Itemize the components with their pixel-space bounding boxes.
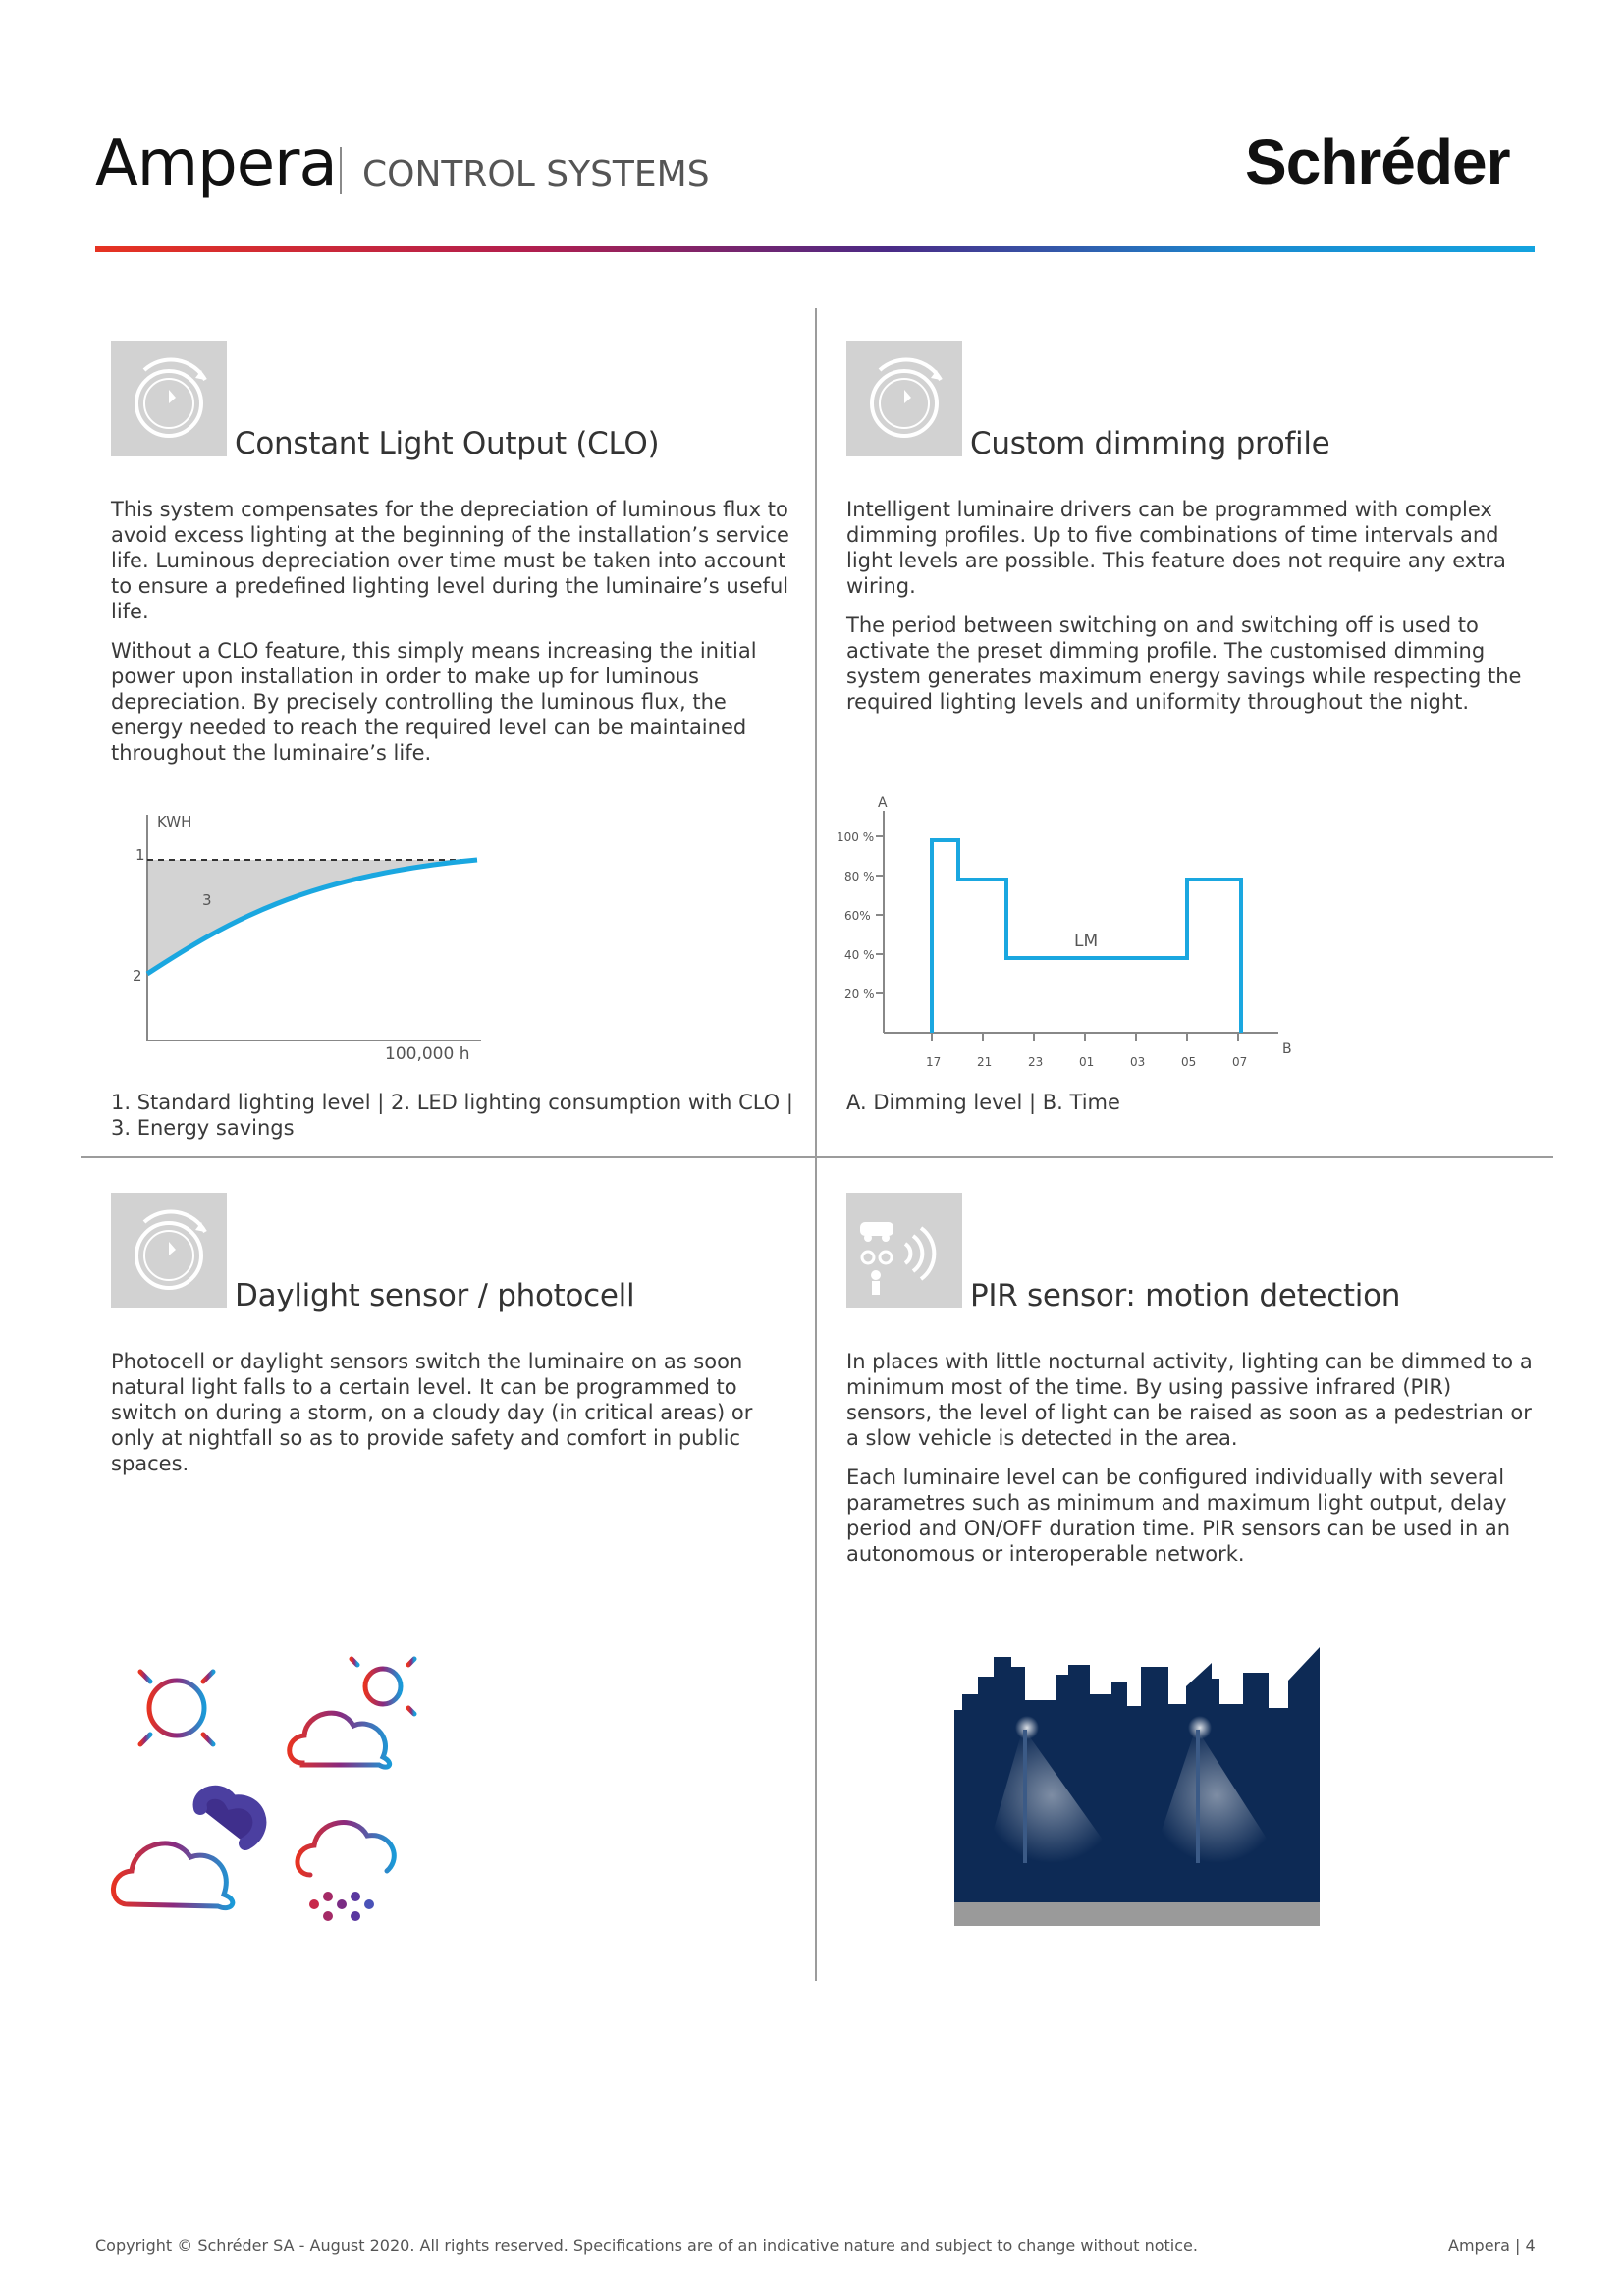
x-tick-label: 17 bbox=[926, 1055, 942, 1069]
motion-sensor-icon bbox=[846, 1193, 962, 1308]
x-tick-label: 21 bbox=[977, 1055, 993, 1069]
y-axis-label: KWH bbox=[157, 813, 192, 830]
y-ticks bbox=[876, 836, 884, 993]
y-tick-label: 1 bbox=[135, 846, 145, 864]
x-tick-label: 100,000 h bbox=[385, 1044, 470, 1064]
title-divider bbox=[340, 147, 342, 194]
panel-text-pir bbox=[846, 1349, 1534, 1580]
footer-copyright: Copyright © Schréder SA - August 2020. All rights reserved. Specifications are of an indicative nature and subject to change without notice. bbox=[95, 2236, 1198, 2255]
area-annotation: 3 bbox=[202, 891, 212, 909]
panel-title-daylight: Daylight sensor / photocell bbox=[235, 1278, 635, 1313]
panel-title-dimming: Custom dimming profile bbox=[970, 426, 1330, 461]
header-gradient-rule bbox=[95, 246, 1535, 252]
paragraph: In places with little nocturnal activity, lighting can be dimmed to a minimum most of the time. By using passive infrared (PIR) sensors, the level of light can be raised as soon as a pedestrian or a slow vehicle is detected in the area. bbox=[846, 1350, 1533, 1450]
night-street-illustration bbox=[954, 1647, 1320, 1926]
clo-chart bbox=[108, 805, 501, 1064]
column-divider-top bbox=[815, 308, 817, 1156]
x-tick-label: 05 bbox=[1181, 1055, 1197, 1069]
caption-dimming: A. Dimming level | B. Time bbox=[846, 1091, 1120, 1114]
paragraph: The period between switching on and switching off is used to activate the preset dimming profile. The customised dimming system generates maximum energy savings while respecting the required lighting levels and uniformity throughout the night. bbox=[846, 614, 1522, 714]
x-tick-label: 01 bbox=[1079, 1055, 1095, 1069]
dial-icon bbox=[846, 341, 962, 456]
panel-text-clo bbox=[111, 497, 798, 779]
x-ticks bbox=[932, 1033, 1238, 1041]
column-divider-bottom bbox=[815, 1158, 817, 1981]
section-title: CONTROL SYSTEMS bbox=[362, 154, 710, 194]
y-tick-label: 40 % bbox=[844, 948, 875, 962]
weather-icons bbox=[108, 1639, 452, 1934]
panel-title-clo: Constant Light Output (CLO) bbox=[235, 426, 660, 461]
panel-text-dimming bbox=[846, 497, 1534, 728]
x-tick-label: 03 bbox=[1130, 1055, 1146, 1069]
x-axis-label: B bbox=[1282, 1041, 1292, 1057]
partly-cloudy-icon bbox=[290, 1653, 424, 1767]
dial-icon bbox=[111, 341, 227, 456]
x-tick-label: 23 bbox=[1028, 1055, 1044, 1069]
paragraph: Photocell or daylight sensors switch the luminaire on as soon natural light falls to a certain level. It can be programmed to switch on during a storm, on a cloudy day (in critical areas) or only at nightfall so as to provide safety and comfort in public spaces. bbox=[111, 1350, 753, 1475]
lm-annotation: LM bbox=[1074, 932, 1099, 951]
row-divider bbox=[81, 1156, 1553, 1158]
rain-icon bbox=[298, 1823, 394, 1921]
paragraph: Without a CLO feature, this simply means increasing the initial power upon installation in order to make up for luminous depreciation. By precisely controlling the luminous flux, the energy needed to reach the required level can be maintained throughout the luminaire’s life. bbox=[111, 639, 757, 765]
y-tick-label: 2 bbox=[133, 967, 142, 985]
lamp-post bbox=[1196, 1730, 1200, 1863]
lamp-post bbox=[1023, 1730, 1027, 1863]
energy-savings-area bbox=[147, 860, 477, 974]
dial-icon bbox=[111, 1193, 227, 1308]
y-tick-label: 20 % bbox=[844, 988, 875, 1001]
y-tick-label: 80 % bbox=[844, 870, 875, 883]
paragraph: Each luminaire level can be configured individually with several parametres such as minimum and maximum light output, delay period and ON/OFF duration time. PIR sensors can be used in an autonomous or interoperable network. bbox=[846, 1466, 1511, 1566]
paragraph: This system compensates for the depreciation of luminous flux to avoid excess lighting at the beginning of the installation’s service life. Luminous depreciation over time must be taken into account to ensure a predefined lighting level during the luminaire’s useful life. bbox=[111, 498, 789, 623]
caption-clo: 1. Standard lighting level | 2. LED lighting consumption with CLO | 3. Energy savings bbox=[111, 1091, 793, 1140]
street-ground bbox=[954, 1902, 1320, 1926]
product-title: Ampera bbox=[95, 128, 337, 200]
panel-title-pir: PIR sensor: motion detection bbox=[970, 1278, 1401, 1313]
y-tick-label: 100 % bbox=[837, 830, 875, 844]
footer-page-number: Ampera | 4 bbox=[1448, 2236, 1536, 2255]
y-axis-label: A bbox=[878, 795, 888, 811]
paragraph: Intelligent luminaire drivers can be programmed with complex dimming profiles. Up to five combinations of time intervals and light levels are possible. This feature does not require any extra wiring. bbox=[846, 498, 1506, 598]
dimming-chart bbox=[835, 793, 1306, 1078]
x-tick-label: 07 bbox=[1232, 1055, 1248, 1069]
sun-icon bbox=[126, 1657, 228, 1759]
cloudy-icon bbox=[113, 1792, 259, 1908]
brand-logo: Schréder bbox=[1245, 127, 1510, 197]
panel-text-daylight bbox=[111, 1349, 798, 1490]
y-tick-label: 60% bbox=[844, 909, 871, 923]
